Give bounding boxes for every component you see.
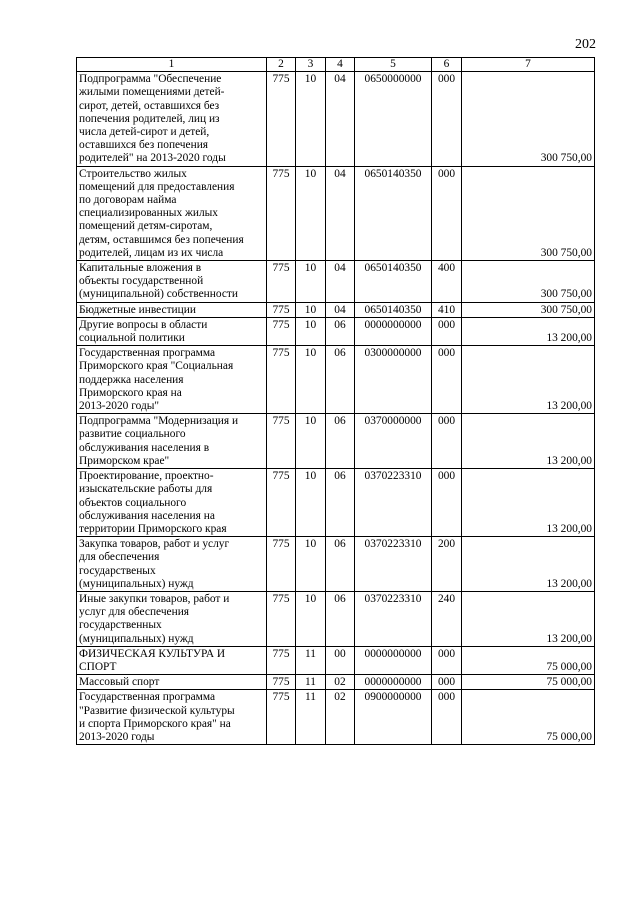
row-name: Строительство жилых помещений для предоставления по договорам найма специализированных жилых помещений детям-сиротам, детям, оставшимся без попечения родителей, лицам из их числа bbox=[77, 166, 267, 260]
row-grbs-code: 775 bbox=[267, 469, 296, 537]
row-target-article-code: 0000000000 bbox=[355, 317, 432, 345]
row-section-code: 10 bbox=[296, 261, 326, 303]
col-header-7: 7 bbox=[462, 58, 595, 72]
row-expense-type-code: 000 bbox=[432, 469, 462, 537]
table-row bbox=[77, 537, 595, 592]
row-target-article-code: 0900000000 bbox=[355, 690, 432, 745]
row-section-code: 11 bbox=[296, 675, 326, 690]
row-target-article-code: 0000000000 bbox=[355, 675, 432, 690]
table-row bbox=[77, 261, 595, 303]
row-amount: 75 000,00 bbox=[462, 646, 595, 674]
row-target-article-code: 0300000000 bbox=[355, 346, 432, 414]
row-expense-type-code: 000 bbox=[432, 346, 462, 414]
row-name: Другие вопросы в области социальной политики bbox=[77, 317, 267, 345]
row-name: Капитальные вложения в объекты государственной (муниципальной) собственности bbox=[77, 261, 267, 303]
row-subsection-code: 04 bbox=[326, 302, 355, 317]
row-grbs-code: 775 bbox=[267, 537, 296, 592]
row-target-article-code: 0650140350 bbox=[355, 261, 432, 303]
row-section-code: 10 bbox=[296, 537, 326, 592]
row-subsection-code: 06 bbox=[326, 414, 355, 469]
row-name: ФИЗИЧЕСКАЯ КУЛЬТУРА И СПОРТ bbox=[77, 646, 267, 674]
row-amount: 13 200,00 bbox=[462, 317, 595, 345]
row-name: Иные закупки товаров, работ и услуг для обеспечения государственных (муниципальных) нужд bbox=[77, 591, 267, 646]
page-number: 202 bbox=[575, 37, 596, 52]
row-grbs-code: 775 bbox=[267, 166, 296, 260]
col-header-3: 3 bbox=[296, 58, 326, 72]
row-expense-type-code: 400 bbox=[432, 261, 462, 303]
row-subsection-code: 00 bbox=[326, 646, 355, 674]
row-expense-type-code: 000 bbox=[432, 166, 462, 260]
row-name: Закупка товаров, работ и услуг для обеспечения государственых (муниципальных) нужд bbox=[77, 537, 267, 592]
row-amount: 300 750,00 bbox=[462, 166, 595, 260]
row-section-code: 10 bbox=[296, 166, 326, 260]
row-subsection-code: 06 bbox=[326, 591, 355, 646]
budget-table bbox=[76, 57, 595, 745]
row-expense-type-code: 000 bbox=[432, 317, 462, 345]
row-section-code: 10 bbox=[296, 317, 326, 345]
table-row bbox=[77, 675, 595, 690]
row-section-code: 10 bbox=[296, 414, 326, 469]
row-subsection-code: 04 bbox=[326, 72, 355, 166]
row-target-article-code: 0370223310 bbox=[355, 537, 432, 592]
row-expense-type-code: 000 bbox=[432, 690, 462, 745]
row-target-article-code: 0370223310 bbox=[355, 591, 432, 646]
row-expense-type-code: 200 bbox=[432, 537, 462, 592]
table-row bbox=[77, 469, 595, 537]
row-target-article-code: 0000000000 bbox=[355, 646, 432, 674]
table-row bbox=[77, 591, 595, 646]
row-target-article-code: 0370000000 bbox=[355, 414, 432, 469]
row-target-article-code: 0650140350 bbox=[355, 166, 432, 260]
row-section-code: 11 bbox=[296, 646, 326, 674]
table-row bbox=[77, 317, 595, 345]
table-row bbox=[77, 302, 595, 317]
row-section-code: 10 bbox=[296, 346, 326, 414]
table-body bbox=[77, 72, 595, 745]
header-row bbox=[77, 58, 595, 72]
table-row bbox=[77, 690, 595, 745]
row-amount: 300 750,00 bbox=[462, 302, 595, 317]
col-header-2: 2 bbox=[267, 58, 296, 72]
row-subsection-code: 06 bbox=[326, 346, 355, 414]
row-expense-type-code: 000 bbox=[432, 414, 462, 469]
row-section-code: 10 bbox=[296, 302, 326, 317]
row-subsection-code: 04 bbox=[326, 166, 355, 260]
row-amount: 300 750,00 bbox=[462, 261, 595, 303]
row-section-code: 11 bbox=[296, 690, 326, 745]
row-name: Массовый спорт bbox=[77, 675, 267, 690]
row-expense-type-code: 000 bbox=[432, 72, 462, 166]
row-amount: 13 200,00 bbox=[462, 537, 595, 592]
row-subsection-code: 02 bbox=[326, 690, 355, 745]
row-expense-type-code: 000 bbox=[432, 675, 462, 690]
row-amount: 75 000,00 bbox=[462, 690, 595, 745]
row-amount: 13 200,00 bbox=[462, 414, 595, 469]
row-subsection-code: 04 bbox=[326, 261, 355, 303]
row-name: Подпрограмма "Обеспечение жилыми помещениями детей- сирот, детей, оставшихся без попечения родителей, лиц из числа детей-сирот и детей, оставшихся без попечения родителей" на 2013-2020 годы bbox=[77, 72, 267, 166]
row-name: Подпрограмма "Модернизация и развитие социального обслуживания населения в Приморском крае" bbox=[77, 414, 267, 469]
table-row bbox=[77, 346, 595, 414]
row-grbs-code: 775 bbox=[267, 317, 296, 345]
row-name: Бюджетные инвестиции bbox=[77, 302, 267, 317]
table-row bbox=[77, 646, 595, 674]
row-grbs-code: 775 bbox=[267, 72, 296, 166]
row-section-code: 10 bbox=[296, 469, 326, 537]
col-header-1: 1 bbox=[77, 58, 267, 72]
row-amount: 300 750,00 bbox=[462, 72, 595, 166]
row-target-article-code: 0370223310 bbox=[355, 469, 432, 537]
row-grbs-code: 775 bbox=[267, 675, 296, 690]
row-section-code: 10 bbox=[296, 72, 326, 166]
row-amount: 75 000,00 bbox=[462, 675, 595, 690]
row-section-code: 10 bbox=[296, 591, 326, 646]
row-target-article-code: 0650000000 bbox=[355, 72, 432, 166]
row-expense-type-code: 000 bbox=[432, 646, 462, 674]
row-grbs-code: 775 bbox=[267, 261, 296, 303]
row-amount: 13 200,00 bbox=[462, 591, 595, 646]
table-row bbox=[77, 414, 595, 469]
row-expense-type-code: 410 bbox=[432, 302, 462, 317]
row-grbs-code: 775 bbox=[267, 414, 296, 469]
row-subsection-code: 02 bbox=[326, 675, 355, 690]
table-row bbox=[77, 166, 595, 260]
row-grbs-code: 775 bbox=[267, 346, 296, 414]
row-expense-type-code: 240 bbox=[432, 591, 462, 646]
col-header-4: 4 bbox=[326, 58, 355, 72]
row-subsection-code: 06 bbox=[326, 537, 355, 592]
row-subsection-code: 06 bbox=[326, 317, 355, 345]
row-target-article-code: 0650140350 bbox=[355, 302, 432, 317]
row-name: Проектирование, проектно- изыскательские работы для объектов социального обслуживания населения на территории Приморского края bbox=[77, 469, 267, 537]
col-header-6: 6 bbox=[432, 58, 462, 72]
row-grbs-code: 775 bbox=[267, 690, 296, 745]
row-grbs-code: 775 bbox=[267, 302, 296, 317]
table-row bbox=[77, 72, 595, 166]
row-amount: 13 200,00 bbox=[462, 346, 595, 414]
row-name: Государственная программа "Развитие физической культуры и спорта Приморского края" на 2013-2020 годы bbox=[77, 690, 267, 745]
row-name: Государственная программа Приморского края "Социальная поддержка населения Приморского края на 2013-2020 годы" bbox=[77, 346, 267, 414]
row-grbs-code: 775 bbox=[267, 591, 296, 646]
col-header-5: 5 bbox=[355, 58, 432, 72]
row-amount: 13 200,00 bbox=[462, 469, 595, 537]
row-subsection-code: 06 bbox=[326, 469, 355, 537]
row-grbs-code: 775 bbox=[267, 646, 296, 674]
